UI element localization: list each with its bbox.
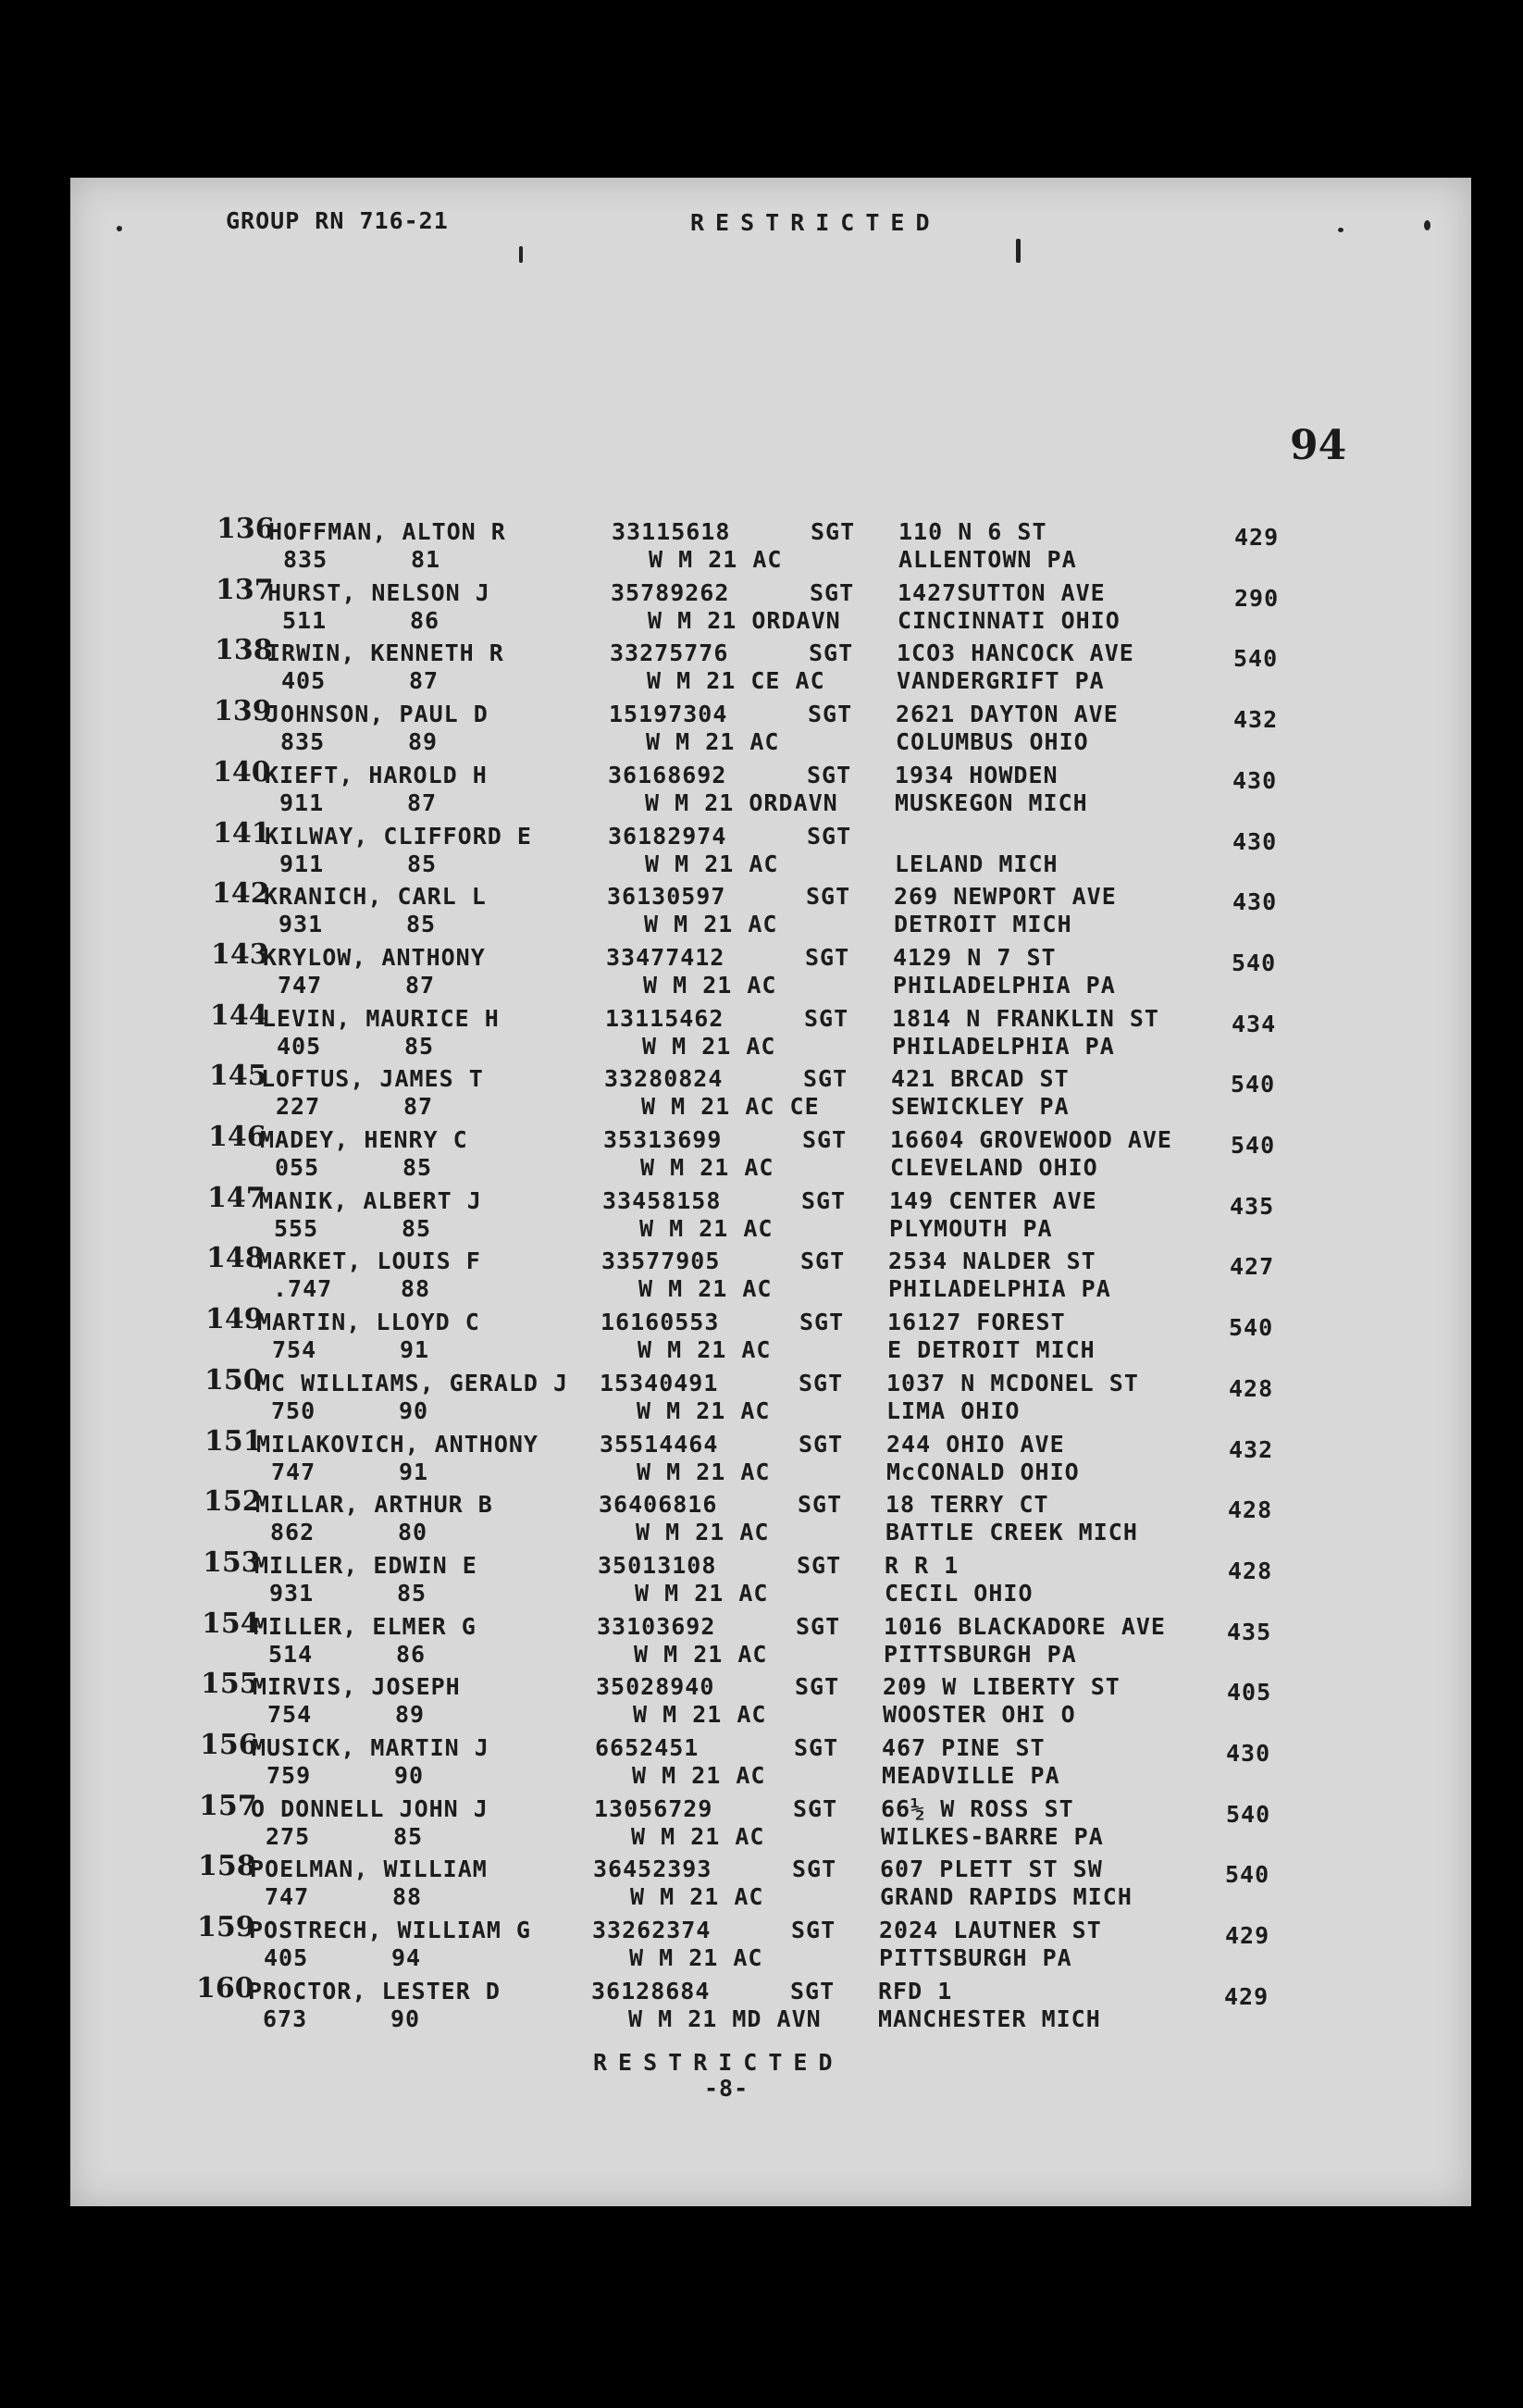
entry-serial: 13056729 bbox=[594, 1795, 713, 1822]
roster-entry bbox=[70, 1425, 1471, 1492]
roster-entry bbox=[70, 1182, 1471, 1248]
entry-code-b: 85 bbox=[402, 1215, 432, 1242]
entry-number: 146 bbox=[208, 1121, 266, 1153]
entry-code-b: 90 bbox=[390, 2005, 421, 2032]
entry-code-a: 911 bbox=[279, 850, 325, 877]
entry-rank: SGT bbox=[794, 1734, 839, 1761]
entry-code-b: 85 bbox=[402, 1154, 433, 1181]
entry-rank: SGT bbox=[811, 518, 856, 545]
entry-name: MUSICK, MARTIN J bbox=[252, 1734, 489, 1761]
entry-status: W M 21 MD AVN bbox=[628, 2005, 822, 2032]
entry-address-line1: 2024 LAUTNER ST bbox=[879, 1917, 1102, 1943]
entry-serial: 33477412 bbox=[606, 944, 725, 971]
entry-address-line1: 1934 HOWDEN bbox=[895, 762, 1059, 788]
entry-name: MC WILLIAMS, GERALD J bbox=[256, 1370, 569, 1396]
entry-address-line2: DETROIT MICH bbox=[894, 911, 1072, 937]
entry-status: W M 21 AC bbox=[633, 1701, 767, 1728]
entry-code: 432 bbox=[1229, 1436, 1274, 1463]
entry-code: 540 bbox=[1231, 1132, 1276, 1159]
entry-address-line2: CINCINNATI OHIO bbox=[898, 607, 1121, 634]
entry-status: W M 21 AC bbox=[637, 1458, 771, 1485]
entry-address-line2: MUSKEGON MICH bbox=[895, 789, 1088, 816]
entry-code-a: 759 bbox=[266, 1762, 312, 1789]
entry-rank: SGT bbox=[798, 1491, 843, 1518]
roster-entry bbox=[70, 1121, 1471, 1187]
entry-code-a: 405 bbox=[277, 1033, 322, 1060]
roster-entry bbox=[70, 1303, 1471, 1370]
entry-code-a: 754 bbox=[272, 1336, 317, 1363]
entry-code: 430 bbox=[1232, 767, 1278, 794]
entry-code-a: 747 bbox=[278, 972, 323, 999]
entry-number: 152 bbox=[204, 1485, 262, 1518]
entry-number: 142 bbox=[212, 877, 270, 910]
entry-name: JOHNSON, PAUL D bbox=[266, 701, 489, 727]
entry-name: MILLER, ELMER G bbox=[254, 1613, 477, 1640]
entry-number: 153 bbox=[203, 1546, 261, 1579]
entry-serial: 33262374 bbox=[592, 1917, 712, 1943]
entry-code-a: 747 bbox=[265, 1883, 310, 1910]
entry-status: W M 21 AC bbox=[637, 1397, 771, 1424]
entry-name: POSTRECH, WILLIAM G bbox=[249, 1917, 531, 1943]
entry-number: 159 bbox=[197, 1911, 255, 1943]
entry-code: 429 bbox=[1225, 1922, 1270, 1949]
entry-address-line2: PITTSBURGH PA bbox=[884, 1641, 1077, 1668]
entry-code-b: 85 bbox=[407, 850, 438, 877]
entry-number: 150 bbox=[204, 1364, 263, 1396]
entry-code-a: 405 bbox=[264, 1944, 309, 1971]
entry-status: W M 21 AC bbox=[638, 1336, 772, 1363]
entry-code-a: 862 bbox=[270, 1519, 316, 1545]
entry-name: MILLER, EDWIN E bbox=[254, 1552, 477, 1579]
entry-code-b: 85 bbox=[404, 1033, 435, 1060]
entry-address-line1: RFD 1 bbox=[878, 1978, 953, 2005]
entry-code-a: 555 bbox=[274, 1215, 319, 1242]
entry-serial: 36130597 bbox=[607, 883, 726, 910]
roster-entry bbox=[70, 1911, 1471, 1978]
entry-rank: SGT bbox=[790, 1978, 836, 2005]
entry-rank: SGT bbox=[805, 944, 850, 971]
entry-name: POELMAN, WILLIAM bbox=[250, 1856, 488, 1882]
ink-mark bbox=[1016, 239, 1021, 263]
entry-status: W M 21 AC bbox=[645, 850, 779, 877]
entry-number: 138 bbox=[215, 634, 273, 666]
entry-name: LOFTUS, JAMES T bbox=[261, 1065, 484, 1092]
entry-code-b: 89 bbox=[408, 728, 439, 755]
entry-status: W M 21 AC bbox=[644, 911, 778, 937]
entry-serial: 36168692 bbox=[608, 762, 727, 788]
entry-number: 147 bbox=[207, 1182, 266, 1214]
entry-code-b: 85 bbox=[406, 911, 437, 937]
entry-address-line1: 209 W LIBERTY ST bbox=[883, 1673, 1121, 1700]
entry-rank: SGT bbox=[791, 1917, 836, 1943]
entry-address-line2: COLUMBUS OHIO bbox=[896, 728, 1089, 755]
entry-rank: SGT bbox=[802, 1126, 848, 1153]
entry-serial: 35789262 bbox=[611, 579, 730, 606]
entry-name: KIEFT, HAROLD H bbox=[265, 762, 488, 788]
entry-code: 540 bbox=[1232, 950, 1277, 976]
entry-address-line1: 1814 N FRANKLIN ST bbox=[892, 1005, 1159, 1032]
entry-code: 540 bbox=[1225, 1861, 1270, 1888]
roster-entry bbox=[70, 1607, 1471, 1674]
entry-number: 139 bbox=[214, 695, 272, 727]
entry-code: 427 bbox=[1230, 1253, 1275, 1280]
entry-code: 430 bbox=[1232, 888, 1278, 915]
entry-status: W M 21 AC bbox=[642, 1033, 776, 1060]
entry-serial: 15197304 bbox=[609, 701, 728, 727]
entry-code-a: 055 bbox=[275, 1154, 320, 1181]
entry-code-b: 88 bbox=[392, 1883, 423, 1910]
entry-name: MANIK, ALBERT J bbox=[259, 1187, 482, 1214]
entry-address-line2: PHILADELPHIA PA bbox=[888, 1275, 1111, 1302]
entry-name: KRANICH, CARL L bbox=[264, 883, 487, 910]
entry-name: O DONNELL JOHN J bbox=[251, 1795, 489, 1822]
entry-address-line2: VANDERGRIFT PA bbox=[897, 667, 1105, 694]
roster-entry bbox=[70, 756, 1471, 823]
entry-code-a: 750 bbox=[271, 1397, 316, 1424]
entry-serial: 6652451 bbox=[595, 1734, 700, 1761]
entry-code: 540 bbox=[1229, 1314, 1274, 1341]
entry-code-a: 673 bbox=[263, 2005, 308, 2032]
entry-address-line2: PITTSBURGH PA bbox=[879, 1944, 1072, 1971]
entry-status: W M 21 AC bbox=[640, 1154, 774, 1181]
entry-address-line2: PHILADELPHIA PA bbox=[893, 972, 1116, 999]
roster-entry bbox=[70, 574, 1471, 640]
entry-status: W M 21 AC bbox=[636, 1519, 770, 1545]
entry-number: 151 bbox=[204, 1425, 263, 1458]
roster-entry bbox=[70, 1485, 1471, 1552]
entry-code-b: 87 bbox=[409, 667, 440, 694]
entry-code-a: 514 bbox=[268, 1641, 314, 1668]
entry-name: HOFFMAN, ALTON R bbox=[268, 518, 506, 545]
entry-code-b: 81 bbox=[411, 546, 441, 573]
entry-status: W M 21 AC bbox=[643, 972, 777, 999]
entry-address-line1: 607 PLETT ST SW bbox=[880, 1856, 1103, 1882]
entry-code-b: 94 bbox=[391, 1944, 422, 1971]
entry-rank: SGT bbox=[792, 1856, 837, 1882]
entry-address-line2: PLYMOUTH PA bbox=[889, 1215, 1053, 1242]
entry-code: 435 bbox=[1230, 1193, 1275, 1220]
entry-rank: SGT bbox=[799, 1309, 845, 1335]
classification-header: RESTRICTED bbox=[690, 209, 941, 236]
entry-address-line1: 269 NEWPORT AVE bbox=[894, 883, 1117, 910]
entry-code-b: 86 bbox=[396, 1641, 427, 1668]
entry-address-line1: 1037 N MCDONEL ST bbox=[886, 1370, 1139, 1396]
entry-address-line2: McCONALD OHIO bbox=[886, 1458, 1080, 1485]
entry-address-line1: 244 OHIO AVE bbox=[886, 1431, 1065, 1458]
entry-rank: SGT bbox=[801, 1187, 847, 1214]
entry-code-b: 85 bbox=[393, 1823, 424, 1850]
entry-code-a: 511 bbox=[282, 607, 328, 634]
entry-serial: 15340491 bbox=[600, 1370, 719, 1396]
ink-speck bbox=[1424, 220, 1430, 230]
entry-code-a: .747 bbox=[273, 1275, 333, 1302]
entry-serial: 16160553 bbox=[601, 1309, 720, 1335]
entry-serial: 33458158 bbox=[602, 1187, 722, 1214]
entry-rank: SGT bbox=[799, 1431, 844, 1458]
entry-serial: 33103692 bbox=[597, 1613, 716, 1640]
entry-address-line1: 1CO3 HANCOCK AVE bbox=[897, 639, 1134, 666]
entry-code-b: 91 bbox=[399, 1458, 429, 1485]
entry-status: W M 21 AC bbox=[649, 546, 783, 573]
entry-status: W M 21 ORDAVN bbox=[648, 607, 841, 634]
entry-serial: 36128684 bbox=[591, 1978, 711, 2005]
entry-address-line2: MEADVILLE PA bbox=[882, 1762, 1060, 1789]
entry-name: KILWAY, CLIFFORD E bbox=[265, 823, 532, 850]
entry-code: 428 bbox=[1228, 1496, 1273, 1523]
entry-address-line1: R R 1 bbox=[885, 1552, 960, 1579]
entry-status: W M 21 AC bbox=[630, 1883, 764, 1910]
entry-address-line1: 4129 N 7 ST bbox=[893, 944, 1057, 971]
entry-address-line2: E DETROIT MICH bbox=[887, 1336, 1096, 1363]
entry-code-a: 754 bbox=[267, 1701, 313, 1728]
entry-code-a: 911 bbox=[279, 789, 325, 816]
entry-name: MARKET, LOUIS F bbox=[258, 1247, 481, 1274]
entry-address-line2: LELAND MICH bbox=[895, 850, 1059, 877]
entry-address-line2: MANCHESTER MICH bbox=[878, 2005, 1101, 2032]
entry-code: 432 bbox=[1233, 706, 1279, 733]
entry-status: W M 21 ORDAVN bbox=[645, 789, 838, 816]
roster-entry bbox=[70, 1546, 1471, 1613]
entry-code-a: 227 bbox=[276, 1093, 321, 1120]
entry-rank: SGT bbox=[810, 579, 855, 606]
entry-number: 158 bbox=[198, 1850, 256, 1882]
entry-rank: SGT bbox=[804, 1005, 849, 1032]
entry-code: 429 bbox=[1234, 524, 1280, 551]
entry-number: 141 bbox=[213, 817, 271, 850]
entry-code-a: 747 bbox=[271, 1458, 316, 1485]
entry-name: LEVIN, MAURICE H bbox=[262, 1005, 500, 1032]
entry-address-line2: CECIL OHIO bbox=[885, 1580, 1034, 1607]
entry-code: 430 bbox=[1232, 828, 1278, 855]
entry-number: 137 bbox=[216, 574, 274, 606]
entry-address-line1: 16127 FOREST bbox=[887, 1309, 1066, 1335]
entry-name: MILAKOVICH, ANTHONY bbox=[256, 1431, 539, 1458]
entry-address-line2: BATTLE CREEK MICH bbox=[885, 1519, 1138, 1545]
entry-code-b: 87 bbox=[407, 789, 438, 816]
roster-entry bbox=[70, 877, 1471, 944]
entry-rank: SGT bbox=[799, 1370, 844, 1396]
entry-rank: SGT bbox=[796, 1613, 841, 1640]
entry-address-line1: 1427SUTTON AVE bbox=[898, 579, 1106, 606]
roster-entry bbox=[70, 634, 1471, 701]
entry-number: 136 bbox=[217, 513, 275, 545]
entry-code: 540 bbox=[1231, 1071, 1276, 1098]
entry-code: 290 bbox=[1234, 585, 1280, 612]
entry-address-line1: 18 TERRY CT bbox=[885, 1491, 1049, 1518]
entry-number: 155 bbox=[201, 1668, 259, 1700]
entry-serial: 33275776 bbox=[610, 639, 729, 666]
entry-rank: SGT bbox=[807, 762, 852, 788]
entry-number: 144 bbox=[210, 999, 268, 1032]
entry-code: 540 bbox=[1233, 645, 1279, 672]
entry-status: W M 21 AC bbox=[634, 1641, 768, 1668]
entry-name: MADEY, HENRY C bbox=[260, 1126, 468, 1153]
entry-address-line1: 2621 DAYTON AVE bbox=[896, 701, 1119, 727]
roster-entry bbox=[70, 999, 1471, 1066]
entry-code: 429 bbox=[1224, 1983, 1269, 2010]
entry-code-b: 90 bbox=[394, 1762, 425, 1789]
entry-code-a: 405 bbox=[281, 667, 327, 694]
group-header: GROUP RN 716-21 bbox=[226, 207, 449, 234]
roster-entry bbox=[70, 817, 1471, 884]
document-page bbox=[70, 178, 1471, 2206]
entry-code-b: 90 bbox=[399, 1397, 429, 1424]
entry-status: W M 21 CE AC bbox=[647, 667, 825, 694]
ink-speck bbox=[117, 226, 122, 231]
entry-status: W M 21 AC bbox=[646, 728, 780, 755]
entry-number: 157 bbox=[199, 1790, 257, 1822]
entry-address-line1: 110 N 6 ST bbox=[898, 518, 1047, 545]
entry-address-line1: 467 PINE ST bbox=[882, 1734, 1046, 1761]
ink-mark bbox=[519, 246, 523, 263]
entry-rank: SGT bbox=[803, 1065, 848, 1092]
entry-code: 434 bbox=[1232, 1011, 1277, 1037]
entry-address-line1: 66½ W ROSS ST bbox=[881, 1795, 1074, 1822]
entry-serial: 35013108 bbox=[598, 1552, 717, 1579]
entry-code: 435 bbox=[1227, 1619, 1272, 1645]
entry-status: W M 21 AC bbox=[638, 1275, 773, 1302]
entry-rank: SGT bbox=[808, 701, 853, 727]
entry-address-line2: ALLENTOWN PA bbox=[898, 546, 1077, 573]
entry-serial: 35514464 bbox=[600, 1431, 719, 1458]
entry-address-line2: WILKES-BARRE PA bbox=[881, 1823, 1104, 1850]
entry-status: W M 21 AC bbox=[632, 1762, 766, 1789]
roster-entry bbox=[70, 1242, 1471, 1309]
entry-name: HURST, NELSON J bbox=[267, 579, 490, 606]
handwritten-page-number: 94 bbox=[1290, 422, 1347, 469]
entry-rank: SGT bbox=[809, 639, 854, 666]
entry-code-b: 80 bbox=[398, 1519, 428, 1545]
entry-code-a: 931 bbox=[279, 911, 324, 937]
entry-name: MIRVIS, JOSEPH bbox=[253, 1673, 461, 1700]
entry-rank: SGT bbox=[795, 1673, 840, 1700]
roster-entry bbox=[70, 1060, 1471, 1126]
entry-serial: 33115618 bbox=[612, 518, 731, 545]
entry-code: 405 bbox=[1227, 1679, 1272, 1706]
entry-address-line2: CLEVELAND OHIO bbox=[890, 1154, 1098, 1181]
classification-footer: RESTRICTED bbox=[593, 2049, 844, 2076]
entry-code-b: 85 bbox=[397, 1580, 427, 1607]
entry-number: 149 bbox=[205, 1303, 264, 1335]
entry-number: 154 bbox=[202, 1607, 260, 1640]
entry-status: W M 21 AC bbox=[629, 1944, 763, 1971]
entry-number: 145 bbox=[209, 1060, 267, 1092]
entry-code-b: 91 bbox=[400, 1336, 430, 1363]
entry-code: 428 bbox=[1228, 1558, 1273, 1584]
roster-entry bbox=[70, 1850, 1471, 1917]
entry-serial: 36406816 bbox=[599, 1491, 718, 1518]
entry-status: W M 21 AC CE bbox=[641, 1093, 820, 1120]
entry-code-b: 89 bbox=[395, 1701, 426, 1728]
roster-entry bbox=[70, 695, 1471, 762]
entry-address-line2: WOOSTER OHI O bbox=[883, 1701, 1076, 1728]
entry-code-a: 931 bbox=[269, 1580, 315, 1607]
entry-code-a: 835 bbox=[283, 546, 328, 573]
entry-name: MARTIN, LLOYD C bbox=[257, 1309, 480, 1335]
entry-serial: 33577905 bbox=[601, 1247, 721, 1274]
entry-address-line2: LIMA OHIO bbox=[886, 1397, 1021, 1424]
entry-code-b: 88 bbox=[401, 1275, 431, 1302]
page-number: -8- bbox=[704, 2075, 749, 2102]
entry-address-line2: PHILADELPHIA PA bbox=[892, 1033, 1115, 1060]
roster-entry bbox=[70, 1729, 1471, 1795]
entry-code-b: 87 bbox=[403, 1093, 434, 1120]
entry-code-b: 86 bbox=[410, 607, 440, 634]
entry-status: W M 21 AC bbox=[635, 1580, 769, 1607]
entry-name: IRWIN, KENNETH R bbox=[266, 639, 504, 666]
roster-entry bbox=[70, 1364, 1471, 1431]
entry-serial: 35028940 bbox=[596, 1673, 715, 1700]
roster-entry bbox=[70, 513, 1471, 579]
roster-entry bbox=[70, 1668, 1471, 1734]
entry-number: 140 bbox=[213, 756, 271, 788]
entry-address-line2: SEWICKLEY PA bbox=[891, 1093, 1070, 1120]
entry-address-line1: 1016 BLACKADORE AVE bbox=[884, 1613, 1166, 1640]
entry-serial: 36182974 bbox=[608, 823, 727, 850]
entry-rank: SGT bbox=[807, 823, 852, 850]
entry-address-line2: GRAND RAPIDS MICH bbox=[880, 1883, 1133, 1910]
entry-code: 430 bbox=[1226, 1740, 1271, 1767]
entry-rank: SGT bbox=[797, 1552, 842, 1579]
roster-entry bbox=[70, 938, 1471, 1005]
entry-serial: 13115462 bbox=[605, 1005, 724, 1032]
entry-name: PROCTOR, LESTER D bbox=[248, 1978, 501, 2005]
entry-serial: 33280824 bbox=[604, 1065, 724, 1092]
entry-code: 428 bbox=[1229, 1375, 1274, 1402]
entry-rank: SGT bbox=[800, 1247, 846, 1274]
entry-status: W M 21 AC bbox=[631, 1823, 765, 1850]
entry-serial: 36452393 bbox=[593, 1856, 712, 1882]
entry-code-b: 87 bbox=[405, 972, 436, 999]
entry-address-line1: 16604 GROVEWOOD AVE bbox=[890, 1126, 1172, 1153]
roster-entry bbox=[70, 1972, 1471, 2039]
entry-status: W M 21 AC bbox=[639, 1215, 774, 1242]
entry-code-a: 835 bbox=[280, 728, 326, 755]
roster-entry bbox=[70, 1790, 1471, 1856]
entry-code-a: 275 bbox=[266, 1823, 311, 1850]
entry-name: MILLAR, ARTHUR B bbox=[255, 1491, 493, 1518]
entry-name: KRYLOW, ANTHONY bbox=[263, 944, 486, 971]
entry-rank: SGT bbox=[793, 1795, 838, 1822]
entry-address-line1: 421 BRCAD ST bbox=[891, 1065, 1070, 1092]
ink-speck bbox=[1338, 228, 1343, 232]
entry-address-line1: 2534 NALDER ST bbox=[888, 1247, 1096, 1274]
entry-rank: SGT bbox=[806, 883, 851, 910]
entry-serial: 35313699 bbox=[603, 1126, 723, 1153]
entry-address-line1: 149 CENTER AVE bbox=[889, 1187, 1097, 1214]
entry-number: 148 bbox=[206, 1242, 265, 1274]
entry-code: 540 bbox=[1226, 1801, 1271, 1828]
entry-number: 160 bbox=[196, 1972, 254, 2005]
entry-number: 143 bbox=[211, 938, 269, 971]
entry-number: 156 bbox=[200, 1729, 258, 1761]
